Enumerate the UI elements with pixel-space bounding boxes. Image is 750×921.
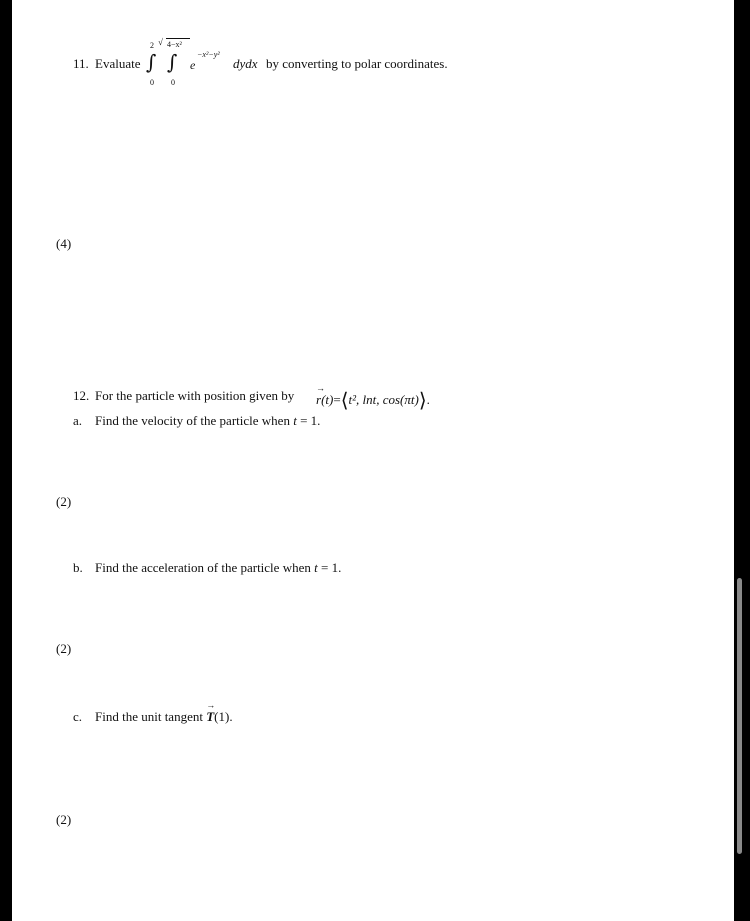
integrand-exponent: −x²−y² — [197, 50, 220, 59]
right-angle-bracket: ⟩ — [418, 390, 427, 412]
sqrt-bar — [166, 38, 190, 39]
points-label: (2) — [56, 812, 72, 827]
unit-tangent-symbol: T — [206, 709, 215, 724]
part-letter: a. — [73, 413, 83, 428]
time-condition: = 1. — [296, 413, 321, 428]
unit-tangent-argument: (1). — [214, 709, 233, 724]
time-variable: t — [314, 560, 318, 575]
vector-arrow-icon: → — [316, 383, 325, 393]
inner-lower-limit: 0 — [171, 78, 175, 87]
left-angle-bracket: ⟨ — [340, 390, 349, 412]
outer-integral-sign: ∫ — [146, 50, 157, 74]
part-text — [95, 413, 320, 429]
inner-integral-sign: ∫ — [167, 50, 178, 74]
vector-arrow-icon: → — [206, 700, 216, 710]
sqrt-symbol: √ — [158, 37, 163, 47]
points-label: (2) — [56, 494, 72, 509]
time-variable: t — [293, 413, 297, 428]
question-suffix: by converting to polar coordinates. — [266, 56, 448, 71]
time-condition: = 1. — [317, 560, 342, 575]
part-letter: b. — [73, 560, 83, 575]
part-letter: c. — [73, 709, 83, 724]
outer-upper-limit: 2 — [150, 41, 154, 50]
points-label: (4) — [56, 236, 72, 251]
question-prefix: Evaluate — [95, 56, 141, 71]
outer-lower-limit: 0 — [150, 78, 154, 87]
part-prompt: Find the velocity of the particle when — [95, 413, 290, 428]
worksheet-page — [12, 0, 734, 921]
part-text — [95, 560, 341, 576]
question-number: 12. — [73, 388, 90, 403]
part-prompt: Find the acceleration of the particle when — [95, 560, 311, 575]
integrand-base: e — [190, 58, 196, 72]
question-number: 11. — [73, 56, 89, 71]
position-vector — [316, 383, 430, 413]
points-label: (2) — [56, 641, 72, 656]
part-prompt: Find the unit tangent — [95, 709, 203, 724]
differential: dydx — [233, 56, 258, 71]
question-intro: For the particle with position given by — [95, 388, 295, 403]
vector-symbol: r — [316, 392, 322, 407]
vector-components: t², lnt, cos(πt) — [348, 392, 419, 407]
end-punctuation: . — [426, 392, 430, 407]
inner-upper-limit: 4−x² — [167, 40, 182, 49]
part-text — [95, 700, 233, 725]
equals-sign: = — [333, 392, 341, 407]
vector-argument: (t) — [321, 392, 334, 407]
scrollbar-thumb[interactable] — [737, 578, 742, 854]
